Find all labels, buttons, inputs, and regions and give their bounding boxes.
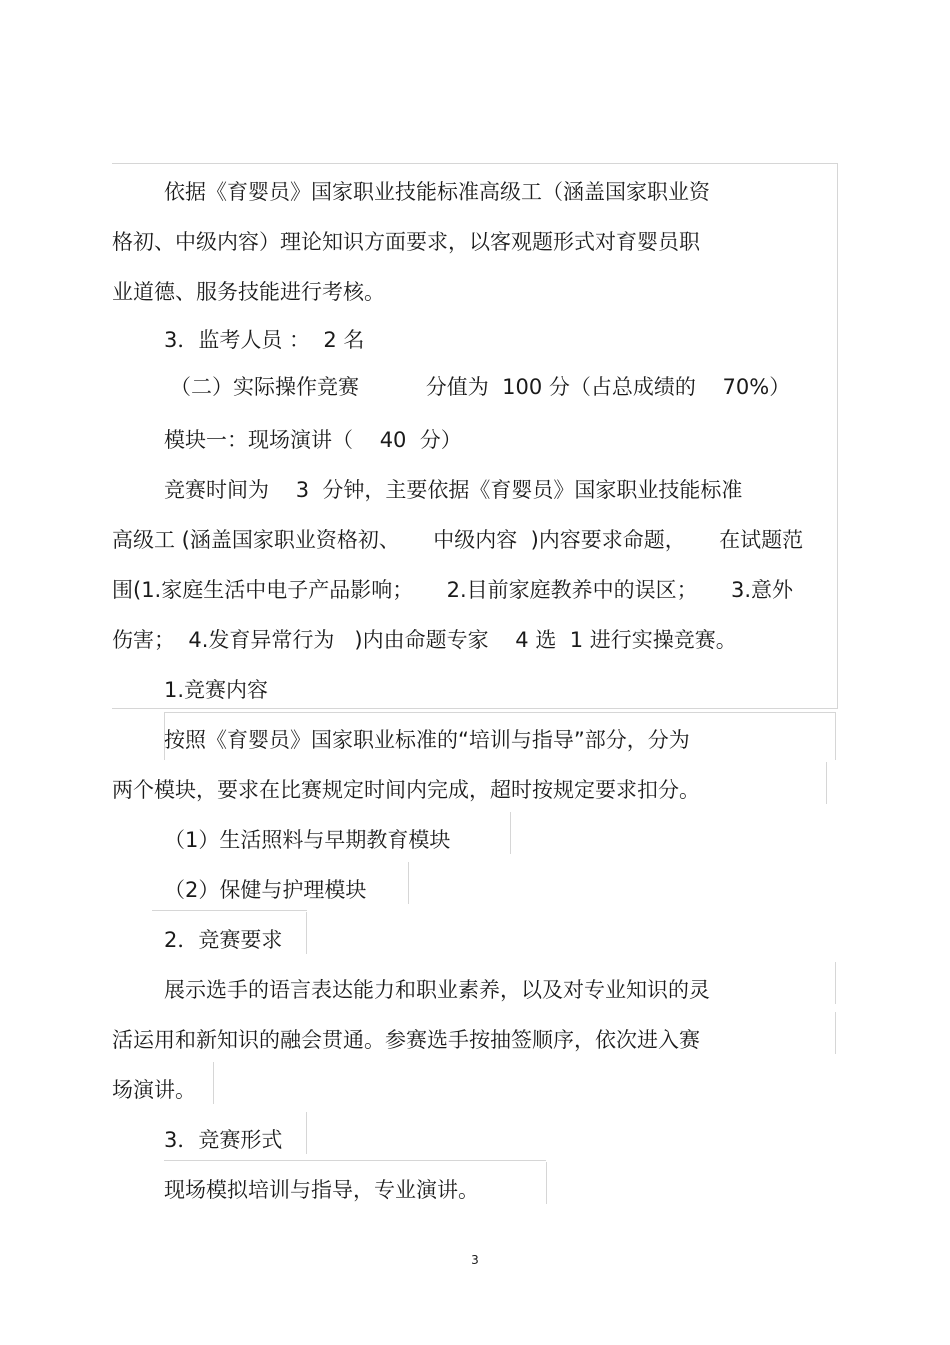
text-line: 3．竞赛形式 [164,1128,283,1152]
text-line: （1）生活照料与早期教育模块 [164,828,451,852]
frame-rule-top [112,163,838,164]
frame-rule-right-j [546,1162,547,1204]
frame-rule-inner-top [164,712,836,713]
text-line: 模块一：现场演讲（ 40 分） [164,428,462,452]
text-line: 1.竞赛内容 [164,678,269,702]
text-line: 2．竞赛要求 [164,928,283,952]
frame-rule-right-b [826,762,827,804]
text-line: 依据《育婴员》国家职业技能标准高级工（涵盖国家职业资 [164,180,710,204]
frame-rule-right-g [835,1012,836,1054]
text-line: 围(1.家庭生活中电子产品影响； 2.目前家庭教养中的误区； 3.意外 [112,578,794,602]
text-line: 两个模块，要求在比赛规定时间内完成，超时按规定要求扣分。 [112,778,700,802]
frame-rule-right-h [213,1062,214,1104]
text-line: 伤害； 4.发育异常行为 )内由命题专家 4 选 1 进行实操竞赛。 [112,628,737,652]
frame-rule-right-c [510,812,511,854]
text-line: 业道德、服务技能进行考核。 [112,280,385,304]
text-line: 按照《育婴员》国家职业标准的“培训与指导”部分，分为 [164,728,690,752]
text-line: （二）实际操作竞赛 分值为 100 分（占总成绩的 70%） [170,375,791,399]
frame-rule-right-i [306,1112,307,1154]
text-line: 竞赛时间为 3 分钟，主要依据《育婴员》国家职业技能标准 [164,478,743,502]
frame-rule-mid [112,708,838,709]
text-line: 场演讲。 [112,1078,196,1102]
frame-rule-inner-mid [152,910,307,911]
frame-rule-right-e [306,912,307,954]
text-line: 3．监考人员 ： 2 名 [164,328,365,352]
text-line: 格初、中级内容）理论知识方面要求，以客观题形式对育婴员职 [112,230,700,254]
text-line: 高级工 (涵盖国家职业资格初、 中级内容 )内容要求命题， 在试题范 [112,528,804,552]
text-line: （2）保健与护理模块 [164,878,367,902]
text-line: 展示选手的语言表达能力和职业素养，以及对专业知识的灵 [164,978,710,1002]
text-line: 现场模拟培训与指导，专业演讲。 [164,1178,479,1202]
frame-rule-right-d [408,862,409,904]
page-number: 3 [471,1253,479,1267]
text-line: 活运用和新知识的融会贯通。参赛选手按抽签顺序，依次进入赛 [112,1028,700,1052]
frame-rule-right-a [835,712,836,760]
frame-rule-right-upper [837,163,838,708]
frame-rule-inner-low [164,1160,546,1161]
frame-rule-right-f [835,962,836,1004]
